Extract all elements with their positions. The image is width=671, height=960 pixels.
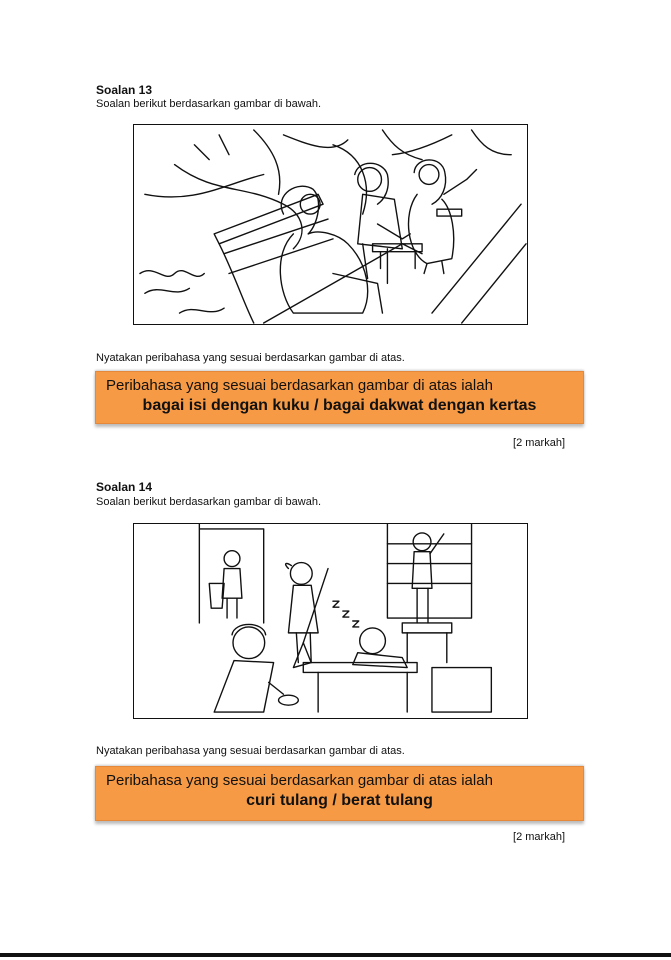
- page-bottom-border: [0, 953, 671, 957]
- answer-lead-text: Peribahasa yang sesuai berdasarkan gambar di atas ialah: [106, 772, 493, 789]
- illustration-class-cleaning: [133, 523, 528, 719]
- question-title: Soalan 13: [96, 83, 153, 97]
- question-prompt: Nyatakan peribahasa yang sesuai berdasarkan gambar di atas.: [96, 745, 405, 757]
- marks-label: [2 markah]: [513, 831, 565, 843]
- answer-box: [95, 766, 584, 821]
- answer-text: bagai isi dengan kuku / bagai dakwat dengan kertas: [142, 397, 537, 414]
- illustration-friends-on-bench: [133, 124, 528, 325]
- marks-label: [2 markah]: [513, 437, 565, 449]
- answer-text: curi tulang / berat tulang: [246, 792, 433, 809]
- question-instruction: Soalan berikut berdasarkan gambar di bawah.: [96, 496, 322, 508]
- question-title: Soalan 14: [96, 480, 153, 494]
- answer-box: [95, 371, 584, 424]
- answer-lead-text: Peribahasa yang sesuai berdasarkan gambar di atas ialah: [106, 377, 493, 394]
- question-prompt: Nyatakan peribahasa yang sesuai berdasarkan gambar di atas.: [96, 352, 405, 364]
- question-instruction: Soalan berikut berdasarkan gambar di bawah.: [96, 98, 322, 110]
